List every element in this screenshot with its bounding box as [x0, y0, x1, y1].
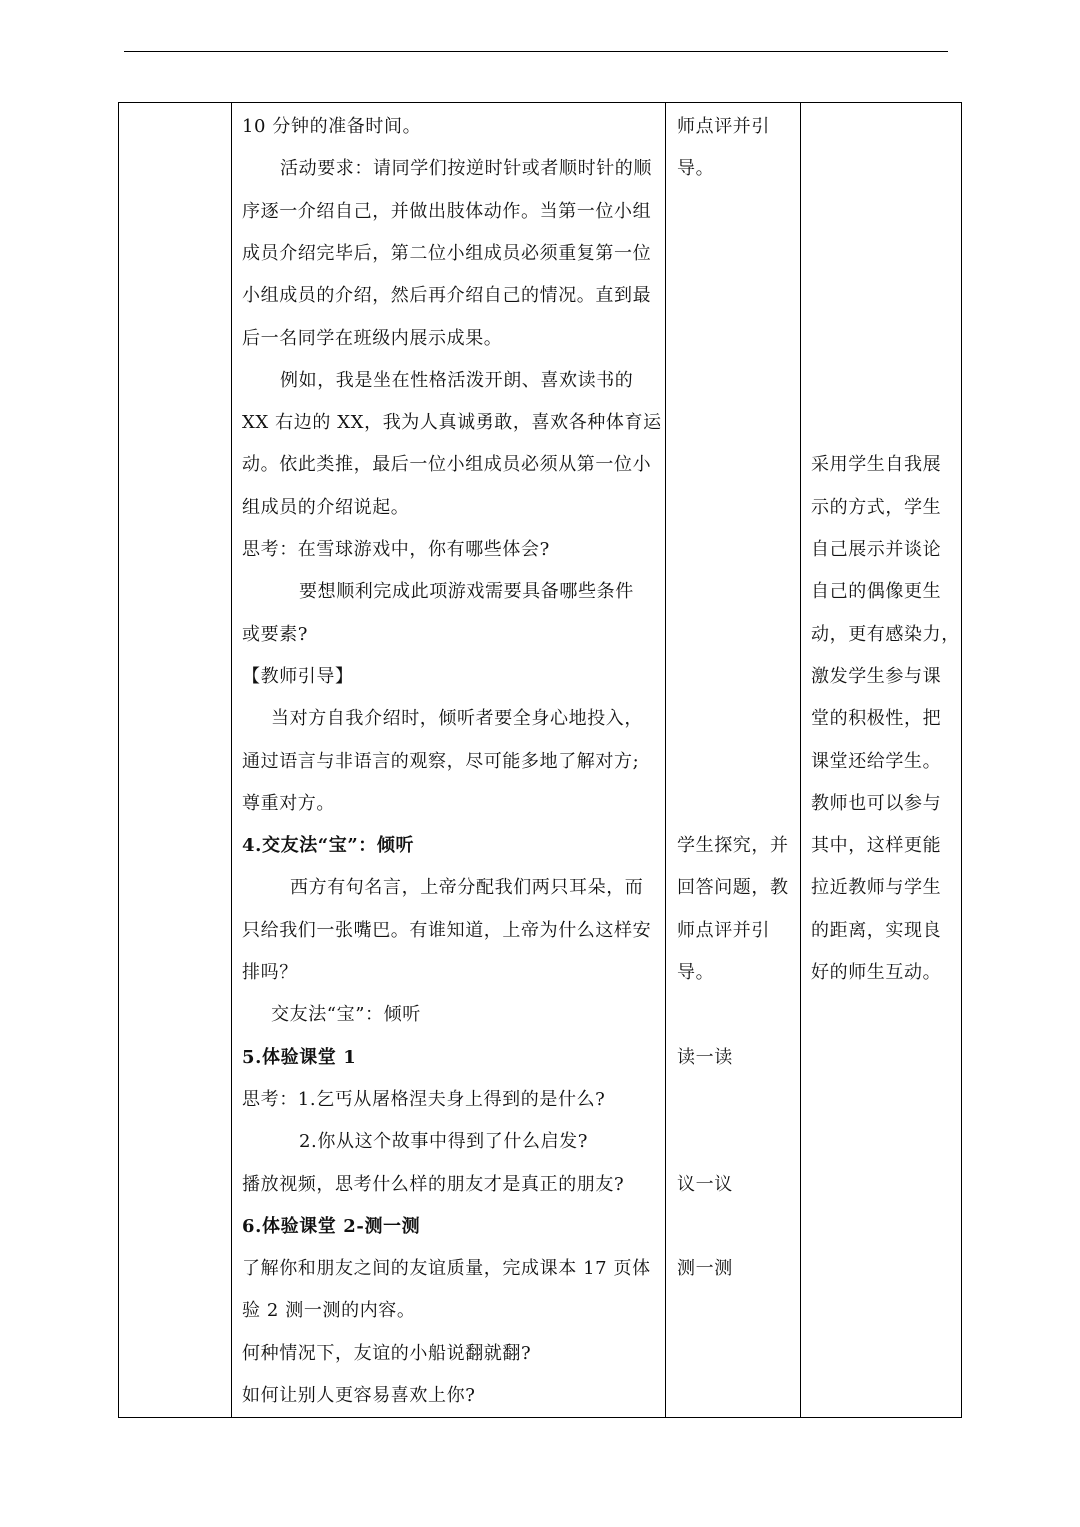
content-line: 排吗？ [242, 962, 298, 983]
intent-line: 其中，这样更能 [811, 835, 942, 857]
content-line: 思考：在雪球游戏中，你有哪些体会? [242, 539, 550, 560]
intent-line: 堂的积极性，把 [811, 708, 942, 730]
content-line: 【教师引导】 [242, 665, 354, 687]
activity-line: 师点评并引 [677, 919, 770, 941]
content-line: 如何让别人更容易喜欢上你? [242, 1385, 476, 1406]
content-line: 例如，我是坐在性格活泼开朗、喜欢读书的 [280, 369, 634, 391]
intent-line: 自己展示并谈论 [811, 539, 942, 560]
intent-line: 示的方式，学生 [811, 496, 942, 518]
content-line: 后一名同学在班级内展示成果。 [242, 327, 503, 349]
activity-line: 导。 [677, 962, 715, 983]
intent-line: 好的师生互动。 [811, 962, 942, 983]
content-line: 只给我们一张嘴巴。有谁知道，上帝为什么这样安 [242, 919, 652, 941]
header-rule [124, 51, 948, 52]
content-line: 交友法“宝”：倾听 [271, 1004, 421, 1026]
content-line: 播放视频，思考什么样的朋友才是真正的朋友? [242, 1173, 625, 1195]
content-line: 小组成员的介绍，然后再介绍自己的情况。直到最 [242, 285, 652, 307]
column-divider [231, 103, 232, 1417]
activity-line: 师点评并引 [677, 116, 770, 137]
content-line: 5.体验课堂 1 [242, 1046, 357, 1068]
activity-line: 读一读 [677, 1046, 733, 1068]
intent-line: 课堂还给学生。 [811, 750, 942, 772]
intent-line: 自己的偶像更生 [811, 581, 942, 603]
content-line: 或要素? [242, 623, 309, 645]
intent-line: 激发学生参与课 [811, 665, 942, 687]
activity-line: 议一议 [677, 1173, 733, 1195]
activity-line: 测一测 [677, 1258, 733, 1280]
intent-line: 采用学生自我展 [811, 454, 942, 476]
content-line: 动。依此类推，最后一位小组成员必须从第一位小 [242, 454, 652, 476]
intent-line: 的距离，实现良 [811, 919, 942, 941]
activity-line: 回答问题，教 [677, 877, 789, 899]
content-line: 6.体验课堂 2-测一测 [242, 1215, 421, 1237]
content-line: 4.交友法“宝”：倾听 [242, 835, 415, 857]
content-line: 当对方自我介绍时，倾听者要全身心地投入， [271, 708, 643, 730]
content-line: 要想顺利完成此项游戏需要具备哪些条件 [299, 581, 634, 603]
content-line: 了解你和朋友之间的友谊质量，完成课本 17 页体 [242, 1258, 651, 1280]
column-divider [800, 103, 801, 1417]
content-line: 思考：1.乞丐从屠格涅夫身上得到的是什么? [242, 1088, 606, 1110]
activity-line: 学生探究，并 [677, 835, 789, 857]
activity-line: 导。 [677, 158, 715, 180]
content-line: XX 右边的 XX，我为人真诚勇敢，喜欢各种体育运 [242, 412, 662, 434]
content-line: 序逐一介绍自己，并做出肢体动作。当第一位小组 [242, 200, 652, 222]
intent-line: 教师也可以参与 [811, 792, 942, 814]
content-line: 活动要求：请同学们按逆时针或者顺时针的顺 [280, 158, 652, 180]
lesson-table [118, 102, 962, 1418]
content-line: 何种情况下，友谊的小船说翻就翻? [242, 1342, 532, 1364]
content-line: 西方有句名言，上帝分配我们两只耳朵，而 [290, 877, 644, 899]
intent-line: 动，更有感染力， [811, 623, 960, 645]
column-divider [665, 103, 666, 1417]
content-line: 尊重对方。 [242, 792, 335, 814]
content-line: 成员介绍完毕后，第二位小组成员必须重复第一位 [242, 242, 652, 264]
content-line: 组成员的介绍说起。 [242, 496, 410, 518]
content-line: 通过语言与非语言的观察，尽可能多地了解对方; [242, 750, 640, 772]
content-line: 10 分钟的准备时间。 [242, 116, 422, 137]
intent-line: 拉近教师与学生 [811, 877, 942, 899]
content-line: 2.你从这个故事中得到了什么启发? [299, 1131, 589, 1153]
content-line: 验 2 测一测的内容。 [242, 1300, 416, 1322]
